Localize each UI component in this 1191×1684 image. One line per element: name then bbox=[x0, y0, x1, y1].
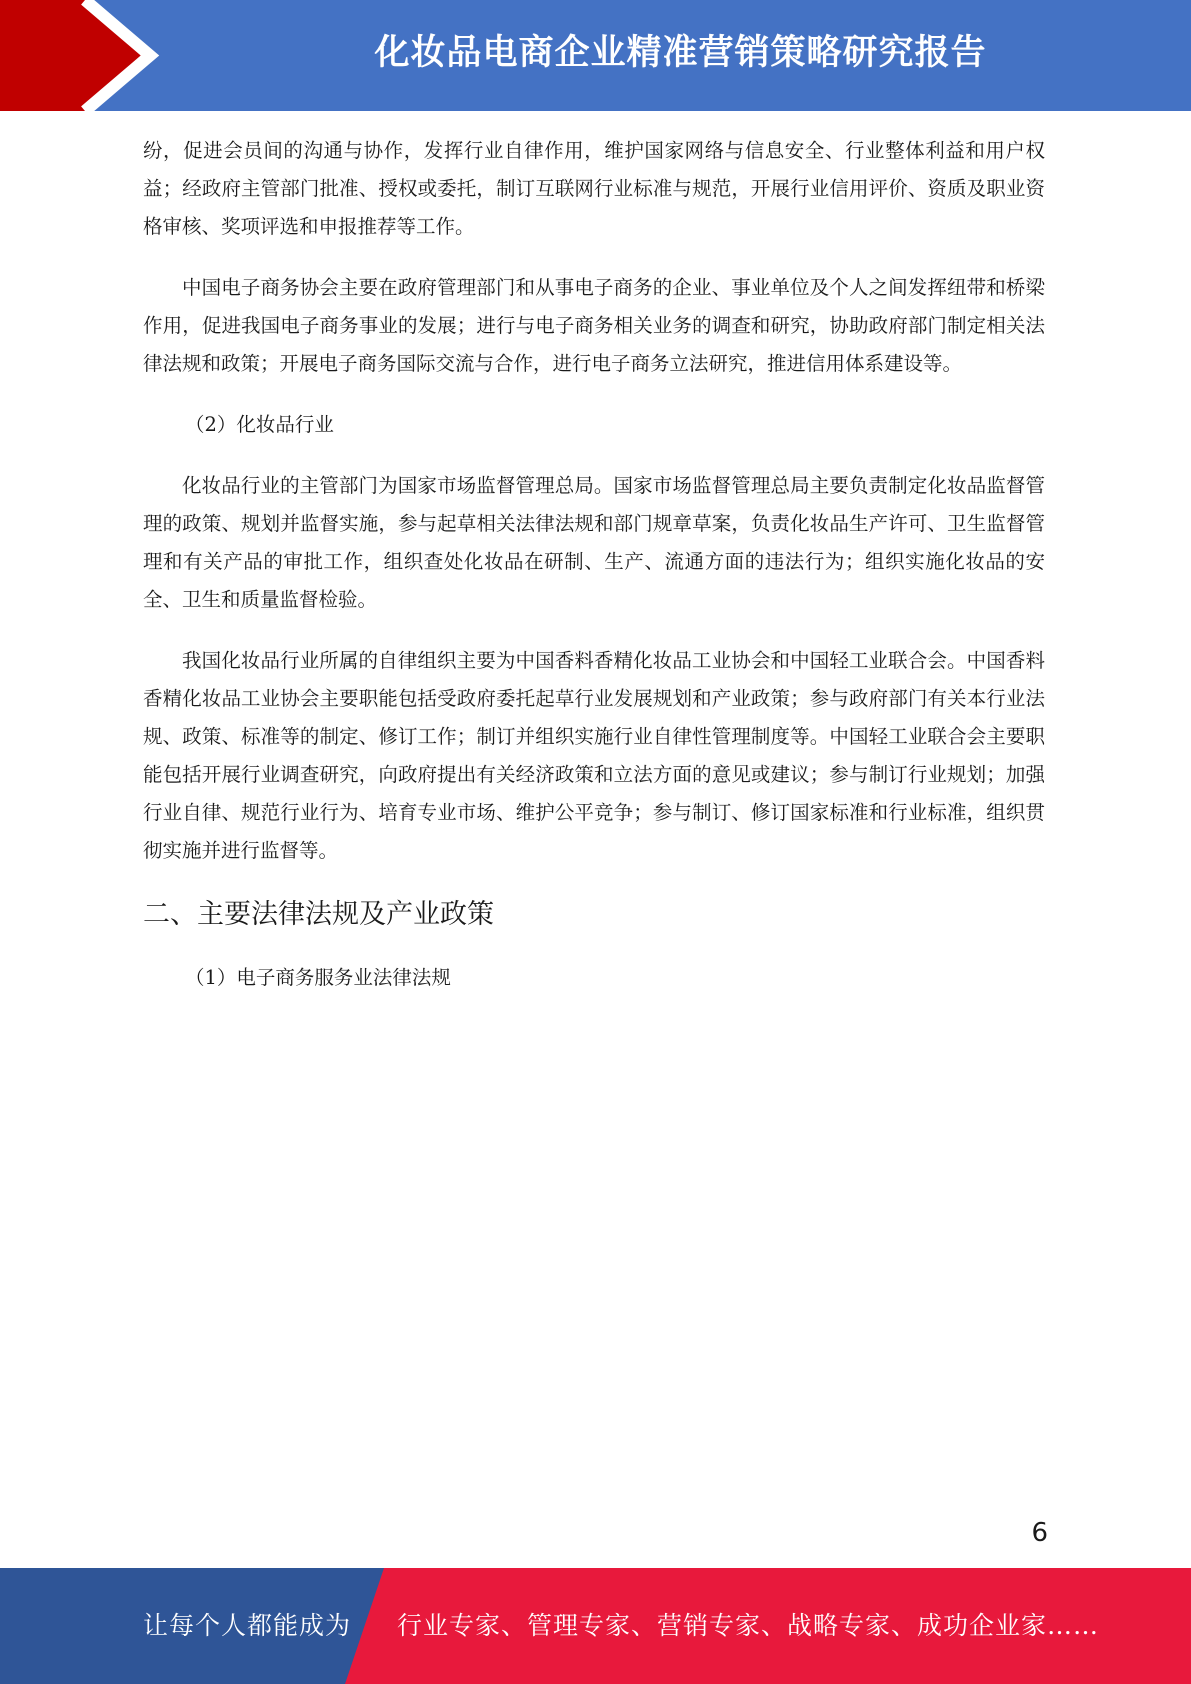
subheading-cosmetics-industry: （2）化妆品行业 bbox=[185, 413, 334, 436]
subheading-ecommerce-laws: （1）电子商务服务业法律法规 bbox=[185, 966, 451, 989]
footer-banner bbox=[0, 1568, 1191, 1684]
page-number: 6 bbox=[1031, 1518, 1048, 1548]
paragraph-regulator: 化妆品行业的主管部门为国家市场监督管理总局。国家市场监督管理总局主要负责制定化妆品监督管理的政策、规划并监督实施，参与起草相关法律法规和部门规章草案，负责化妆品生产许可、卫生监督管理和有关产品的审批工作，组织查处化妆品在研制、生产、流通方面的违法行为；组织实施化妆品的安全、卫生和质量监督检验。 bbox=[143, 474, 1045, 611]
red-chevron-decoration bbox=[0, 0, 170, 111]
document-body bbox=[143, 132, 1045, 1020]
paragraph-self-regulatory-orgs: 我国化妆品行业所属的自律组织主要为中国香料香精化妆品工业协会和中国轻工业联合会。中国香料香精化妆品工业协会主要职能包括受政府委托起草行业发展规划和产业政策；参与政府部门有关本行业法规、政策、标准等的制定、修订工作；制订并组织实施行业自律性管理制度等。中国轻工业联合会主要职能包括开展行业调查研究，向政府提出有关经济政策和立法方面的意见或建议；参与制订行业规划；加强行业自律、规范行业行为、培育专业市场、维护公平竞争；参与制订、修订国家标准和行业标准，组织贯彻实施并进行监督等。 bbox=[143, 649, 1045, 862]
header-banner bbox=[0, 0, 1191, 111]
paragraph-continued: 纷，促进会员间的沟通与协作，发挥行业自律作用，维护国家网络与信息安全、行业整体利益和用户权益；经政府主管部门批准、授权或委托，制订互联网行业标准与规范，开展行业信用评价、资质及职业资格审核、奖项评选和申报推荐等工作。 bbox=[143, 139, 1045, 238]
footer-slogan-left: 让每个人都能成为 bbox=[143, 1611, 352, 1640]
footer-slogan-right: 行业专家、管理专家、营销专家、战略专家、成功企业家…… bbox=[397, 1611, 1100, 1640]
section-heading: 二、主要法律法规及产业政策 bbox=[143, 899, 494, 930]
report-title: 化妆品电商企业精准营销策略研究报告 bbox=[374, 33, 987, 73]
paragraph-ecommerce-association: 中国电子商务协会主要在政府管理部门和从事电子商务的企业、事业单位及个人之间发挥纽带和桥梁作用，促进我国电子商务事业的发展；进行与电子商务相关业务的调查和研究，协助政府部门制定相关法律法规和政策；开展电子商务国际交流与合作，进行电子商务立法研究，推进信用体系建设等。 bbox=[143, 276, 1045, 375]
